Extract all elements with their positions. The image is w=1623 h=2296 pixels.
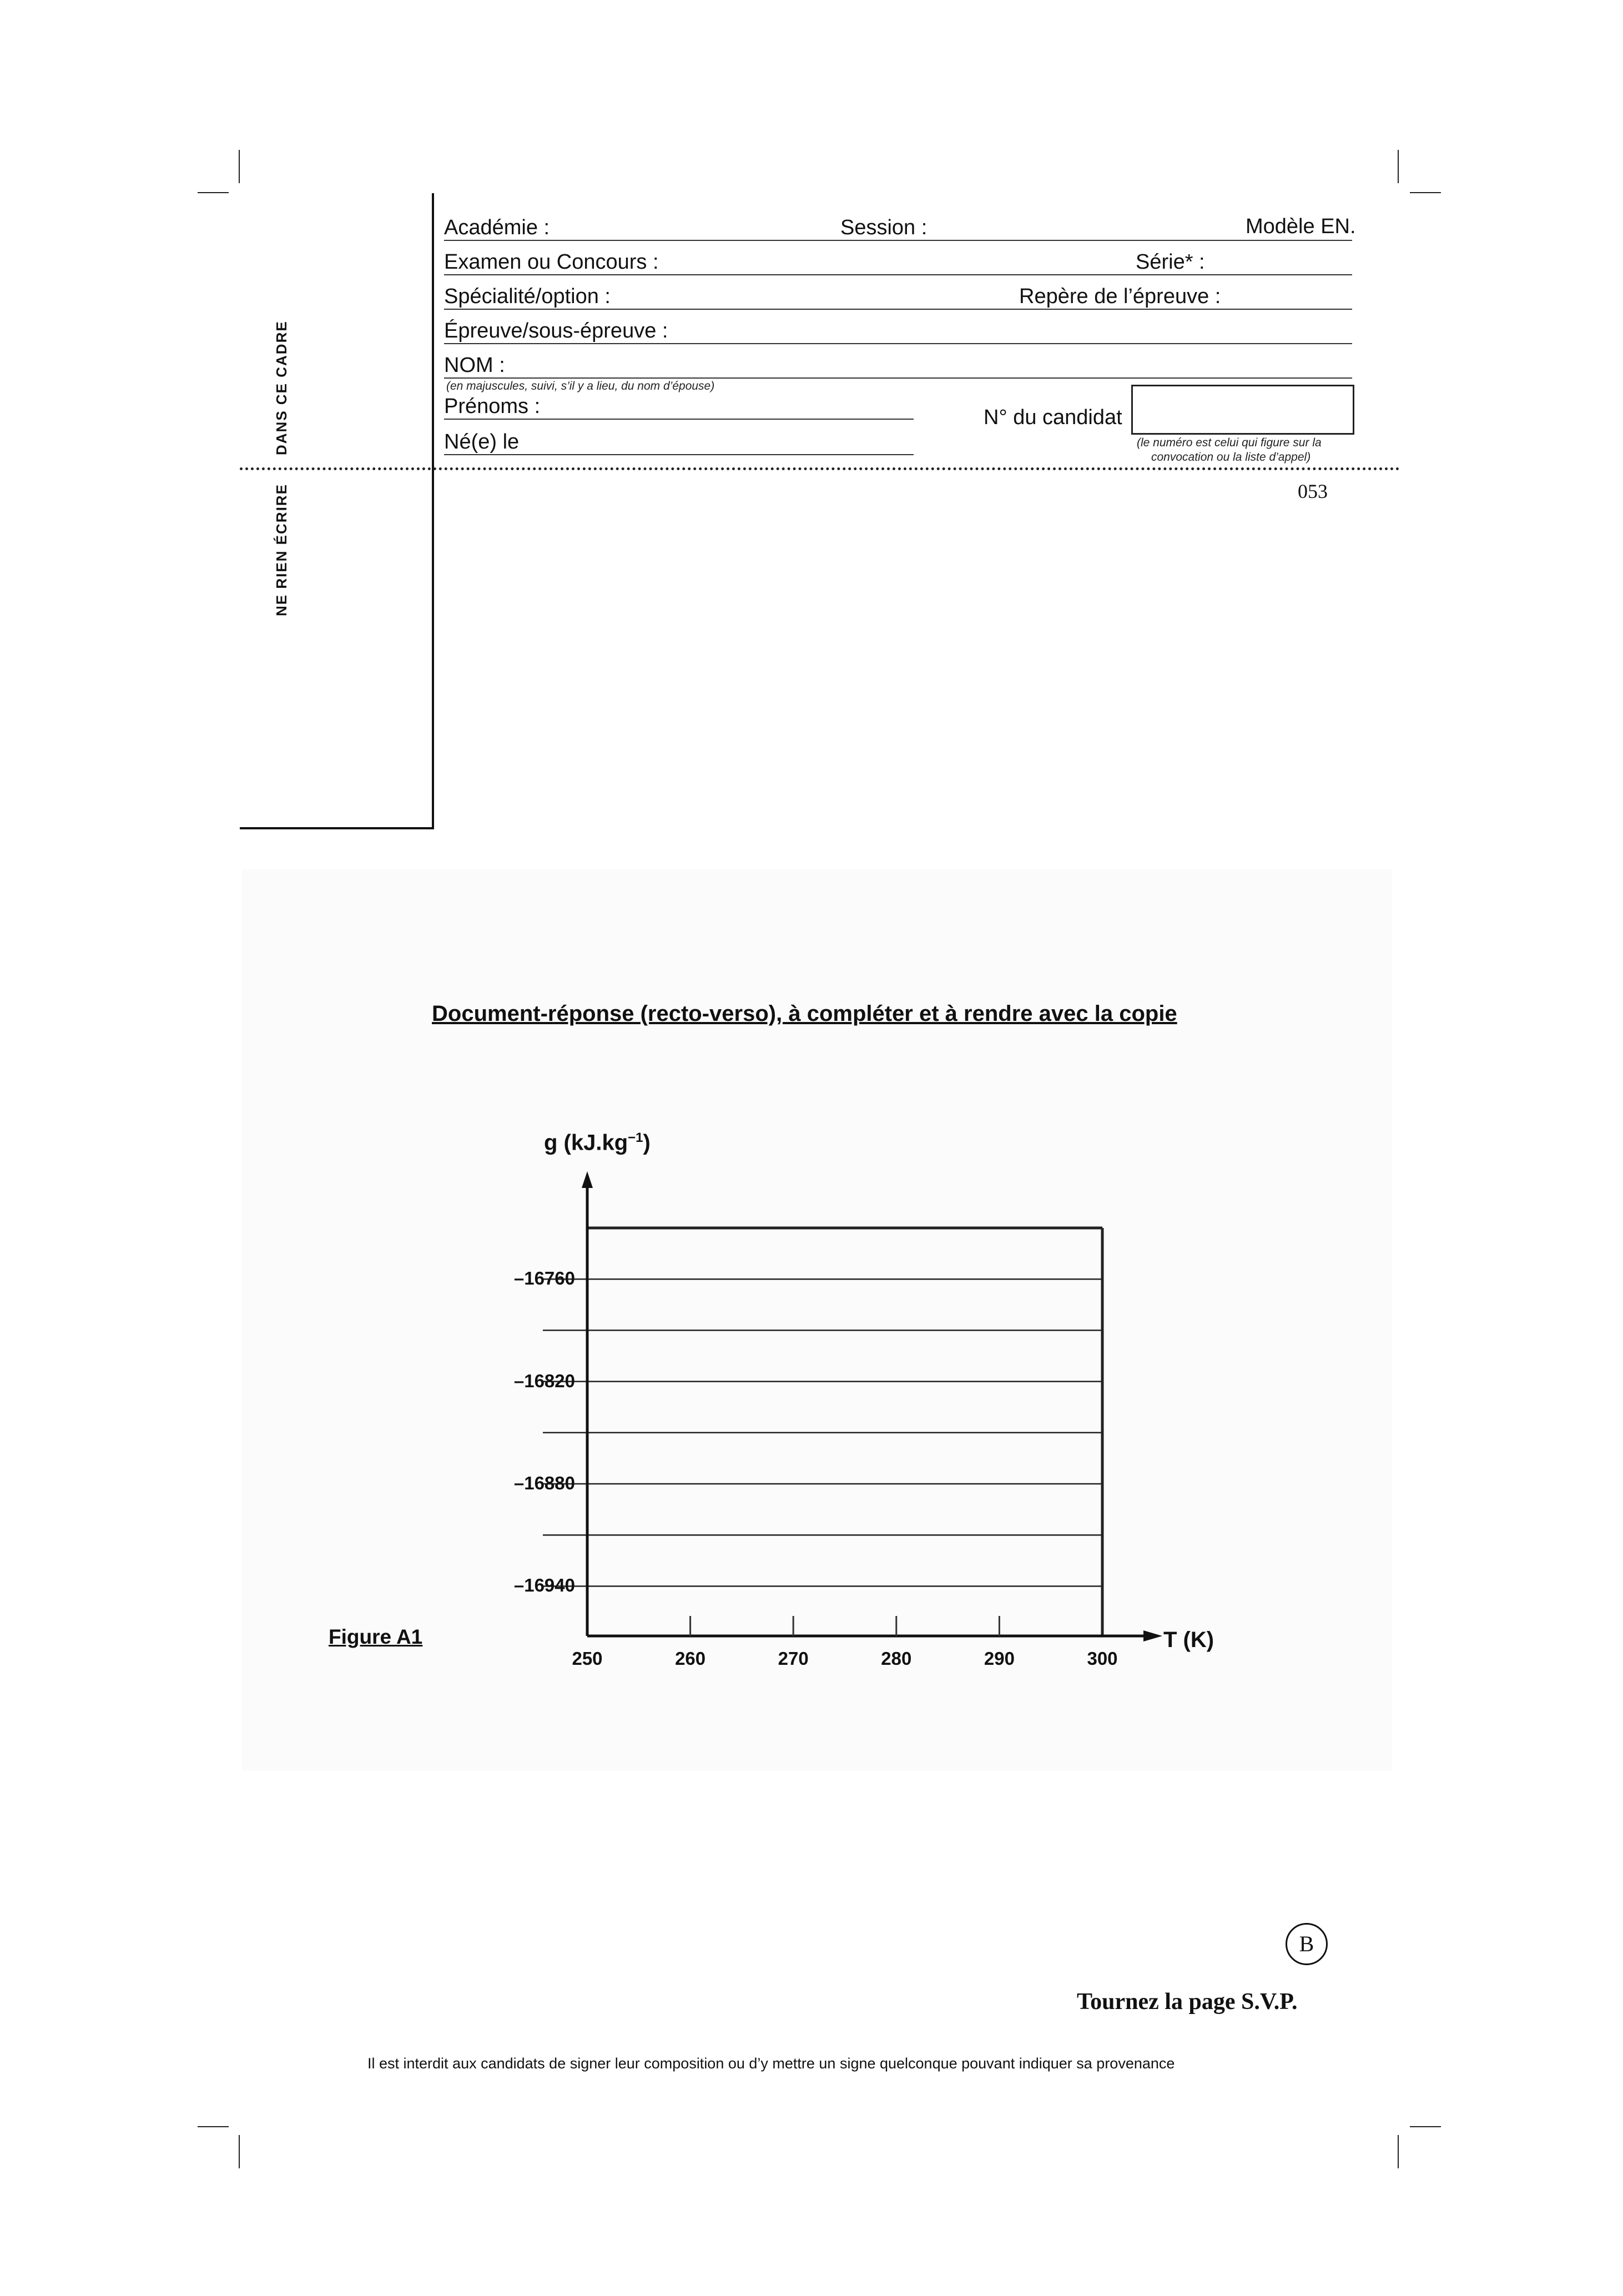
candidat-note-1: (le numéro est celui qui figure sur la (1137, 436, 1322, 449)
circle-letter-badge: B (1286, 1923, 1328, 1965)
modele-label: Modèle EN. (1246, 215, 1356, 238)
document-title: Document-réponse (recto-verso), à compléter et à rendre avec la copie (432, 1001, 1177, 1026)
x-axis-arrow (1143, 1630, 1162, 1642)
x-tick-label: 270 (778, 1648, 809, 1669)
x-tick-label: 260 (675, 1648, 706, 1669)
figure-label: Figure A1 (329, 1625, 423, 1648)
y-axis-title-exp: −1 (628, 1130, 643, 1145)
academie-label: Académie : (444, 216, 550, 239)
x-tick-label: 250 (572, 1648, 603, 1669)
document-code: 053 (1298, 480, 1328, 502)
margin-label-bottom: NE RIEN ÉCRIRE (273, 484, 290, 616)
turn-page-note: Tournez la page S.V.P. (1077, 1989, 1298, 2015)
y-tick-label: –16880 (513, 1473, 575, 1493)
y-tick-label: –16820 (513, 1370, 575, 1391)
repere-label: Repère de l’épreuve : (1019, 285, 1221, 308)
nom-label: NOM : (444, 354, 505, 377)
candidat-note-2: convocation ou la liste d’appel) (1151, 451, 1311, 464)
nom-note: (en majuscules, suivi, s’il y a lieu, du nom d’épouse) (446, 380, 715, 392)
x-axis-title: T (K) (1163, 1628, 1214, 1652)
examen-label: Examen ou Concours : (444, 250, 659, 274)
session-label: Session : (840, 216, 928, 239)
y-axis-title-main: g (kJ.kg (544, 1130, 628, 1155)
epreuve-label: Épreuve/sous-épreuve : (444, 319, 668, 343)
x-tick-label: 280 (881, 1648, 912, 1669)
ne-le-label: Né(e) le (444, 430, 520, 454)
candidat-label: N° du candidat (984, 406, 1122, 429)
y-axis-title-close: ) (643, 1130, 651, 1155)
specialite-label: Spécialité/option : (444, 285, 611, 308)
prenoms-label: Prénoms : (444, 395, 541, 418)
y-axis-arrow (582, 1171, 593, 1188)
x-tick-label: 290 (984, 1648, 1015, 1669)
serie-label: Série* : (1136, 250, 1205, 274)
x-tick-label: 300 (1087, 1648, 1118, 1669)
y-tick-label: –16760 (513, 1268, 575, 1289)
y-tick-label: –16940 (513, 1575, 575, 1596)
footer-warning: Il est interdit aux candidats de signer leur composition ou d’y mettre un signe quelconque pouvant indiquer sa provenance (367, 2055, 1175, 2072)
margin-label-top: DANS CE CADRE (273, 320, 290, 455)
